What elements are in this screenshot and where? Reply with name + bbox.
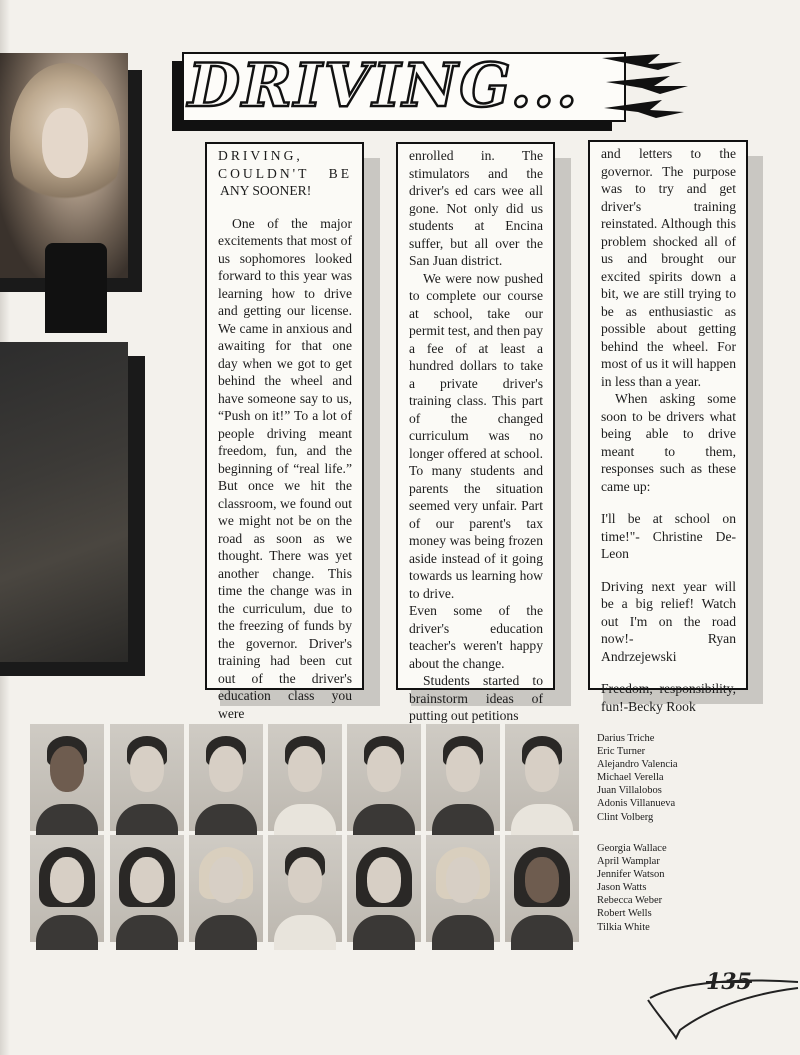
photo-frame-bottom-edge bbox=[0, 662, 145, 676]
article-column-1 bbox=[205, 142, 364, 721]
student-portrait bbox=[189, 724, 263, 831]
page-number: 135 bbox=[706, 969, 752, 995]
article-heading-line: ANY SOONER! bbox=[220, 183, 312, 198]
student-name: Eric Turner bbox=[597, 746, 646, 758]
student-name: Jason Watts bbox=[597, 882, 647, 894]
student-portrait bbox=[505, 724, 579, 831]
student-name: Jennifer Watson bbox=[597, 869, 665, 881]
student-name: Georgia Wallace bbox=[597, 843, 667, 854]
student-portrait bbox=[426, 724, 500, 831]
student-portrait bbox=[347, 724, 421, 831]
student-portrait bbox=[505, 835, 579, 942]
student-quote: I'll be at school on time!"- Christine De-Leon bbox=[601, 511, 736, 561]
article-paragraph: Students started to brainstorm ideas of putting out petitions bbox=[409, 673, 543, 723]
speed-lines-icon bbox=[600, 52, 690, 122]
article-paragraph: enrolled in. The stimulators and the driver's ed cars wee all gone. Not only did us students at Encina suffer, but all over the San Juan district. bbox=[409, 148, 543, 268]
student-portrait bbox=[268, 724, 342, 831]
student-name: Juan Villalobos bbox=[597, 785, 662, 797]
article-column-3 bbox=[588, 140, 748, 714]
student-portrait bbox=[347, 835, 421, 942]
student-name: Adonis Villanueva bbox=[597, 798, 676, 810]
student-name: Darius Triche bbox=[597, 733, 655, 744]
page-title: DRIVING... bbox=[188, 51, 580, 121]
article-paragraph: We were now pushed to complete our course at school, take our permit test, and then pay a fee of at least a hundred dollars to take a private driver's training class. This part of the changed curriculum was no longer offered at school. To many students and parents the situation seemed very unfair. Part of our parent's tax money was being frozen aside instead of it going towards us learning how to drive. bbox=[409, 270, 544, 601]
article-column-2 bbox=[396, 142, 555, 723]
photo-frame-bottom bbox=[128, 356, 145, 676]
article-paragraph: and letters to the governor. The purpose was to try and get driver's training reinstated. Although this problem shocked all of us and brought our excited spirits down a bit, we are still trying to be as enthusiastic as possible about getting behind the wheel. For most of us it will happen in less than a year. bbox=[601, 146, 736, 389]
article-paragraph: When asking some soon to be drivers what being able to drive meant to them, responses such as these came up: bbox=[601, 391, 736, 494]
student-name: Rebecca Weber bbox=[597, 895, 663, 907]
student-quote: Driving next year will be a big relief! Watch out I'm on the road now!- Ryan Andrzejewski bbox=[601, 578, 736, 664]
article-heading-line: COULDN'T BE bbox=[218, 165, 352, 181]
student-portrait bbox=[110, 724, 184, 831]
student-portrait bbox=[110, 835, 184, 942]
student-portrait bbox=[426, 835, 500, 942]
name-list-row-2 bbox=[597, 842, 667, 934]
article-paragraph: Even some of the driver's education teacher's weren't happy about the change. bbox=[409, 603, 543, 671]
student-name: April Wamplar bbox=[597, 856, 660, 868]
student-portrait bbox=[30, 724, 104, 831]
dark-photo bbox=[0, 342, 128, 662]
student-portrait bbox=[30, 835, 104, 942]
student-name: Robert Wells bbox=[597, 908, 652, 920]
article-heading-line: DRIVING, bbox=[218, 148, 303, 163]
student-name: Alejandro Valencia bbox=[597, 759, 678, 771]
name-list-row-1 bbox=[597, 732, 678, 824]
girl-portrait-photo bbox=[0, 53, 128, 278]
student-portrait bbox=[268, 835, 342, 942]
student-name: Michael Verella bbox=[597, 772, 664, 784]
article-paragraph: One of the major excitements that most of us sophomores looked forward to this year was learning how to drive and getting our license. We came in anxious and awaiting for that one day when we got to get behind the wheel and have someone say to us, “Push on it!” To a lot of people driving meant freedom, fun, and the beginning of “real life.” But once we hit the classroom, we found out we might not be on the road as soon as we thought. There was yet another change. This time the change was in the curriculum, due to the freezing of funds by the governor. Driver's training had been cut out of the driver's education class you were bbox=[218, 215, 352, 721]
student-name: Clint Volberg bbox=[597, 811, 654, 823]
student-portrait bbox=[189, 835, 263, 942]
student-name: Tilkia White bbox=[597, 921, 650, 933]
student-quote: Freedom, responsibility, fun!-Becky Rook bbox=[601, 681, 736, 714]
